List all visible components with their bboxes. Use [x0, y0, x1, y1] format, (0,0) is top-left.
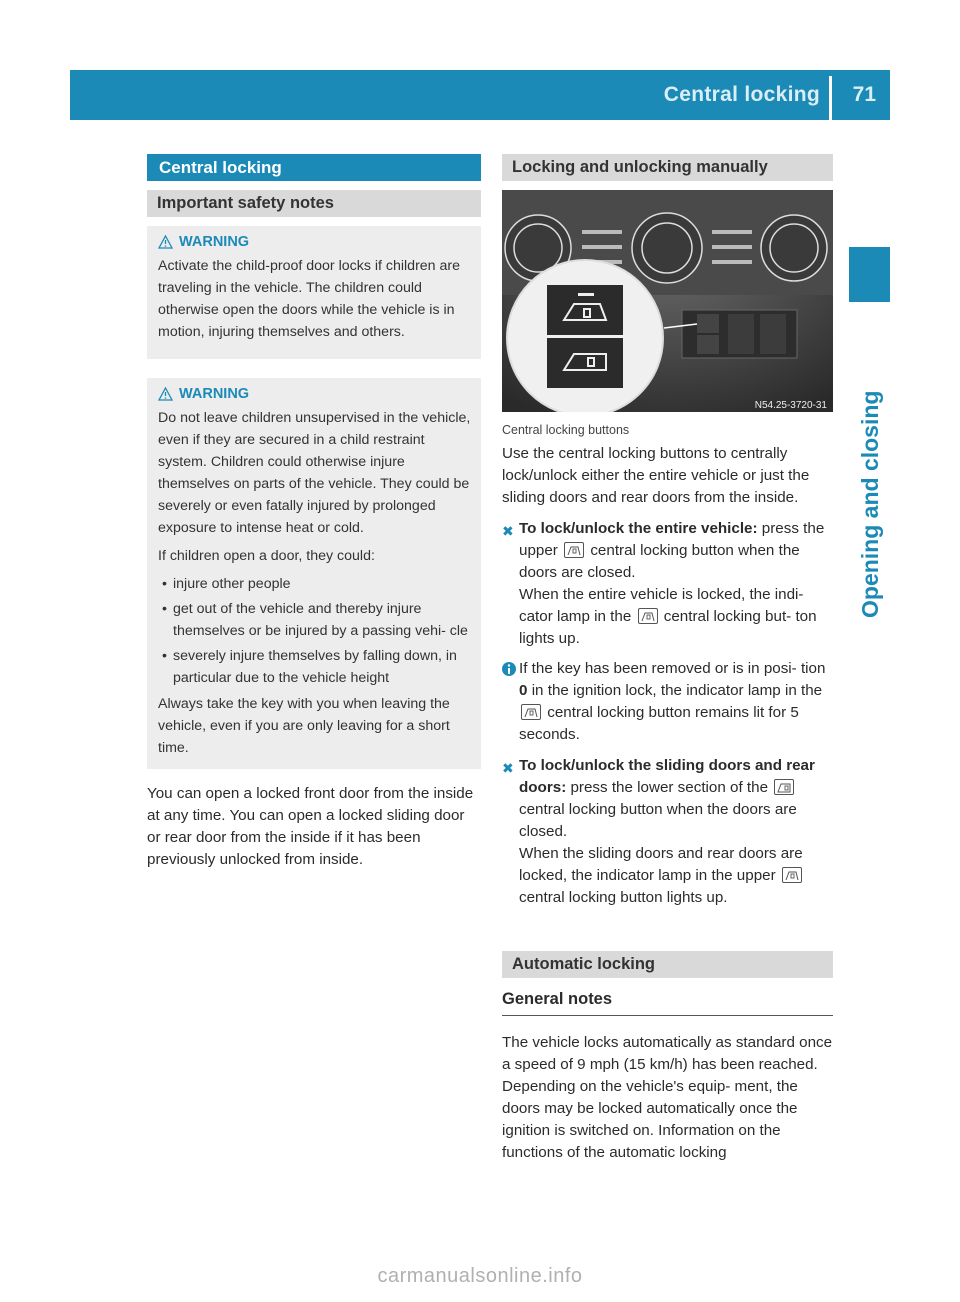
info-note — [502, 658, 833, 746]
step-text: central locking but- ton lights up. — [519, 608, 817, 647]
left-column — [147, 154, 481, 871]
lock-vehicle-icon — [638, 608, 658, 624]
header-section-title: Central locking — [663, 83, 820, 106]
step-arrow-icon: ✖ — [502, 760, 514, 776]
warning-bullet-list — [158, 573, 473, 689]
warning-triangle-icon — [158, 235, 173, 249]
info-position: 0 — [519, 682, 528, 699]
instruction-step-sliding-rear-doors — [502, 755, 833, 909]
instruction-step-entire-vehicle — [502, 518, 833, 650]
central-locking-buttons-photo — [502, 190, 833, 412]
warning-triangle-icon — [158, 387, 173, 401]
info-text: If the key has been removed or is in posi- tion — [519, 660, 826, 677]
warning-box-unsupervised-children — [147, 378, 481, 769]
warning-paragraph: Always take the key with you when leaving the vehicle, even if you are only leaving for a short time. — [158, 696, 450, 756]
warning-paragraph: Do not leave children unsupervised in the vehicle, even if they are secured in a child restraint system. Children could otherwise injure themselves on parts of the vehicle. They could be severely or even fatally injured by prolonged exposure to intense heat or cold. — [158, 410, 471, 536]
step-text: press the upper — [519, 520, 825, 559]
step-text: When the sliding doors and rear doors are locked, the indicator lamp in the upper — [519, 845, 803, 884]
warning-box-child-locks — [147, 226, 481, 359]
warning-label: WARNING — [179, 386, 250, 402]
body-paragraph: You can open a locked front door from the inside at any time. You can open a locked sliding door or rear door from the inside if it has been previously unlocked from inside. — [147, 785, 474, 868]
photo-code: N54.25-3720-31 — [754, 400, 827, 411]
page-number: 71 — [852, 83, 876, 106]
photo-caption: Central locking buttons — [502, 423, 630, 437]
warning-heading — [158, 383, 473, 405]
subsection-heading-safety-notes: Important safety notes — [147, 190, 481, 217]
watermark: carmanualsonline.info — [377, 1265, 583, 1287]
page-header-bar — [70, 70, 890, 120]
step-text: central locking button lights up. — [519, 889, 728, 906]
subheading-general-notes: General notes — [502, 990, 833, 1016]
step-label: To lock/unlock the entire vehicle: — [519, 520, 758, 537]
info-text: central locking button remains lit for 5 seconds. — [519, 704, 799, 743]
lock-vehicle-icon — [564, 542, 584, 558]
step-label: To lock/unlock the sliding doors and rear doors: — [519, 757, 815, 796]
info-text: in the ignition lock, the indicator lamp in the — [531, 682, 823, 699]
side-tab-marker — [849, 247, 890, 302]
warning-heading — [158, 231, 473, 253]
section-heading-central-locking: Central locking — [147, 154, 481, 181]
section-heading-manual-locking: Locking and unlocking manually — [502, 154, 833, 181]
lock-vehicle-icon — [521, 704, 541, 720]
list-item: • injure other people — [158, 573, 473, 595]
side-chapter-text: Opening and closing — [857, 390, 883, 618]
right-column — [502, 154, 833, 1164]
intro-paragraph: Use the central locking buttons to centrally lock/unlock either the entire vehicle or just the sliding doors and rear doors from the inside. — [502, 445, 810, 506]
lock-vehicle-icon — [782, 867, 802, 883]
step-text: central locking button when the doors are closed. — [519, 542, 800, 581]
list-item: • get out of the vehicle and thereby injure themselves or be injured by a passing vehi- cle — [158, 598, 473, 642]
list-item: • severely injure themselves by falling down, in particular due to the vehicle height — [158, 645, 473, 689]
step-text: press the lower section of the — [570, 779, 769, 796]
lock-rear-doors-icon — [774, 779, 794, 795]
body-paragraph: The vehicle locks automatically as standard once a speed of 9 mph (15 km/h) has been reached. Depending on the vehicle's equip- ment, the doors may be locked automatically once the ignition is switched on. Information on the functions of the automatic locking — [502, 1034, 833, 1161]
info-icon — [502, 661, 516, 677]
warning-text: Activate the child-proof door locks if children are traveling in the vehicle. The children could otherwise open the doors while the vehicle is in motion, injuring themselves and others. — [158, 258, 461, 340]
warning-label: WARNING — [179, 234, 250, 250]
step-text: When the entire vehicle is locked, the indi- cator lamp in the — [519, 586, 804, 625]
header-divider — [829, 76, 832, 120]
section-heading-automatic-locking: Automatic locking — [502, 951, 833, 978]
side-chapter-label — [853, 318, 889, 618]
warning-paragraph: If children open a door, they could: — [158, 548, 375, 564]
step-text: central locking button when the doors are closed. — [519, 801, 797, 840]
step-arrow-icon: ✖ — [502, 523, 514, 539]
